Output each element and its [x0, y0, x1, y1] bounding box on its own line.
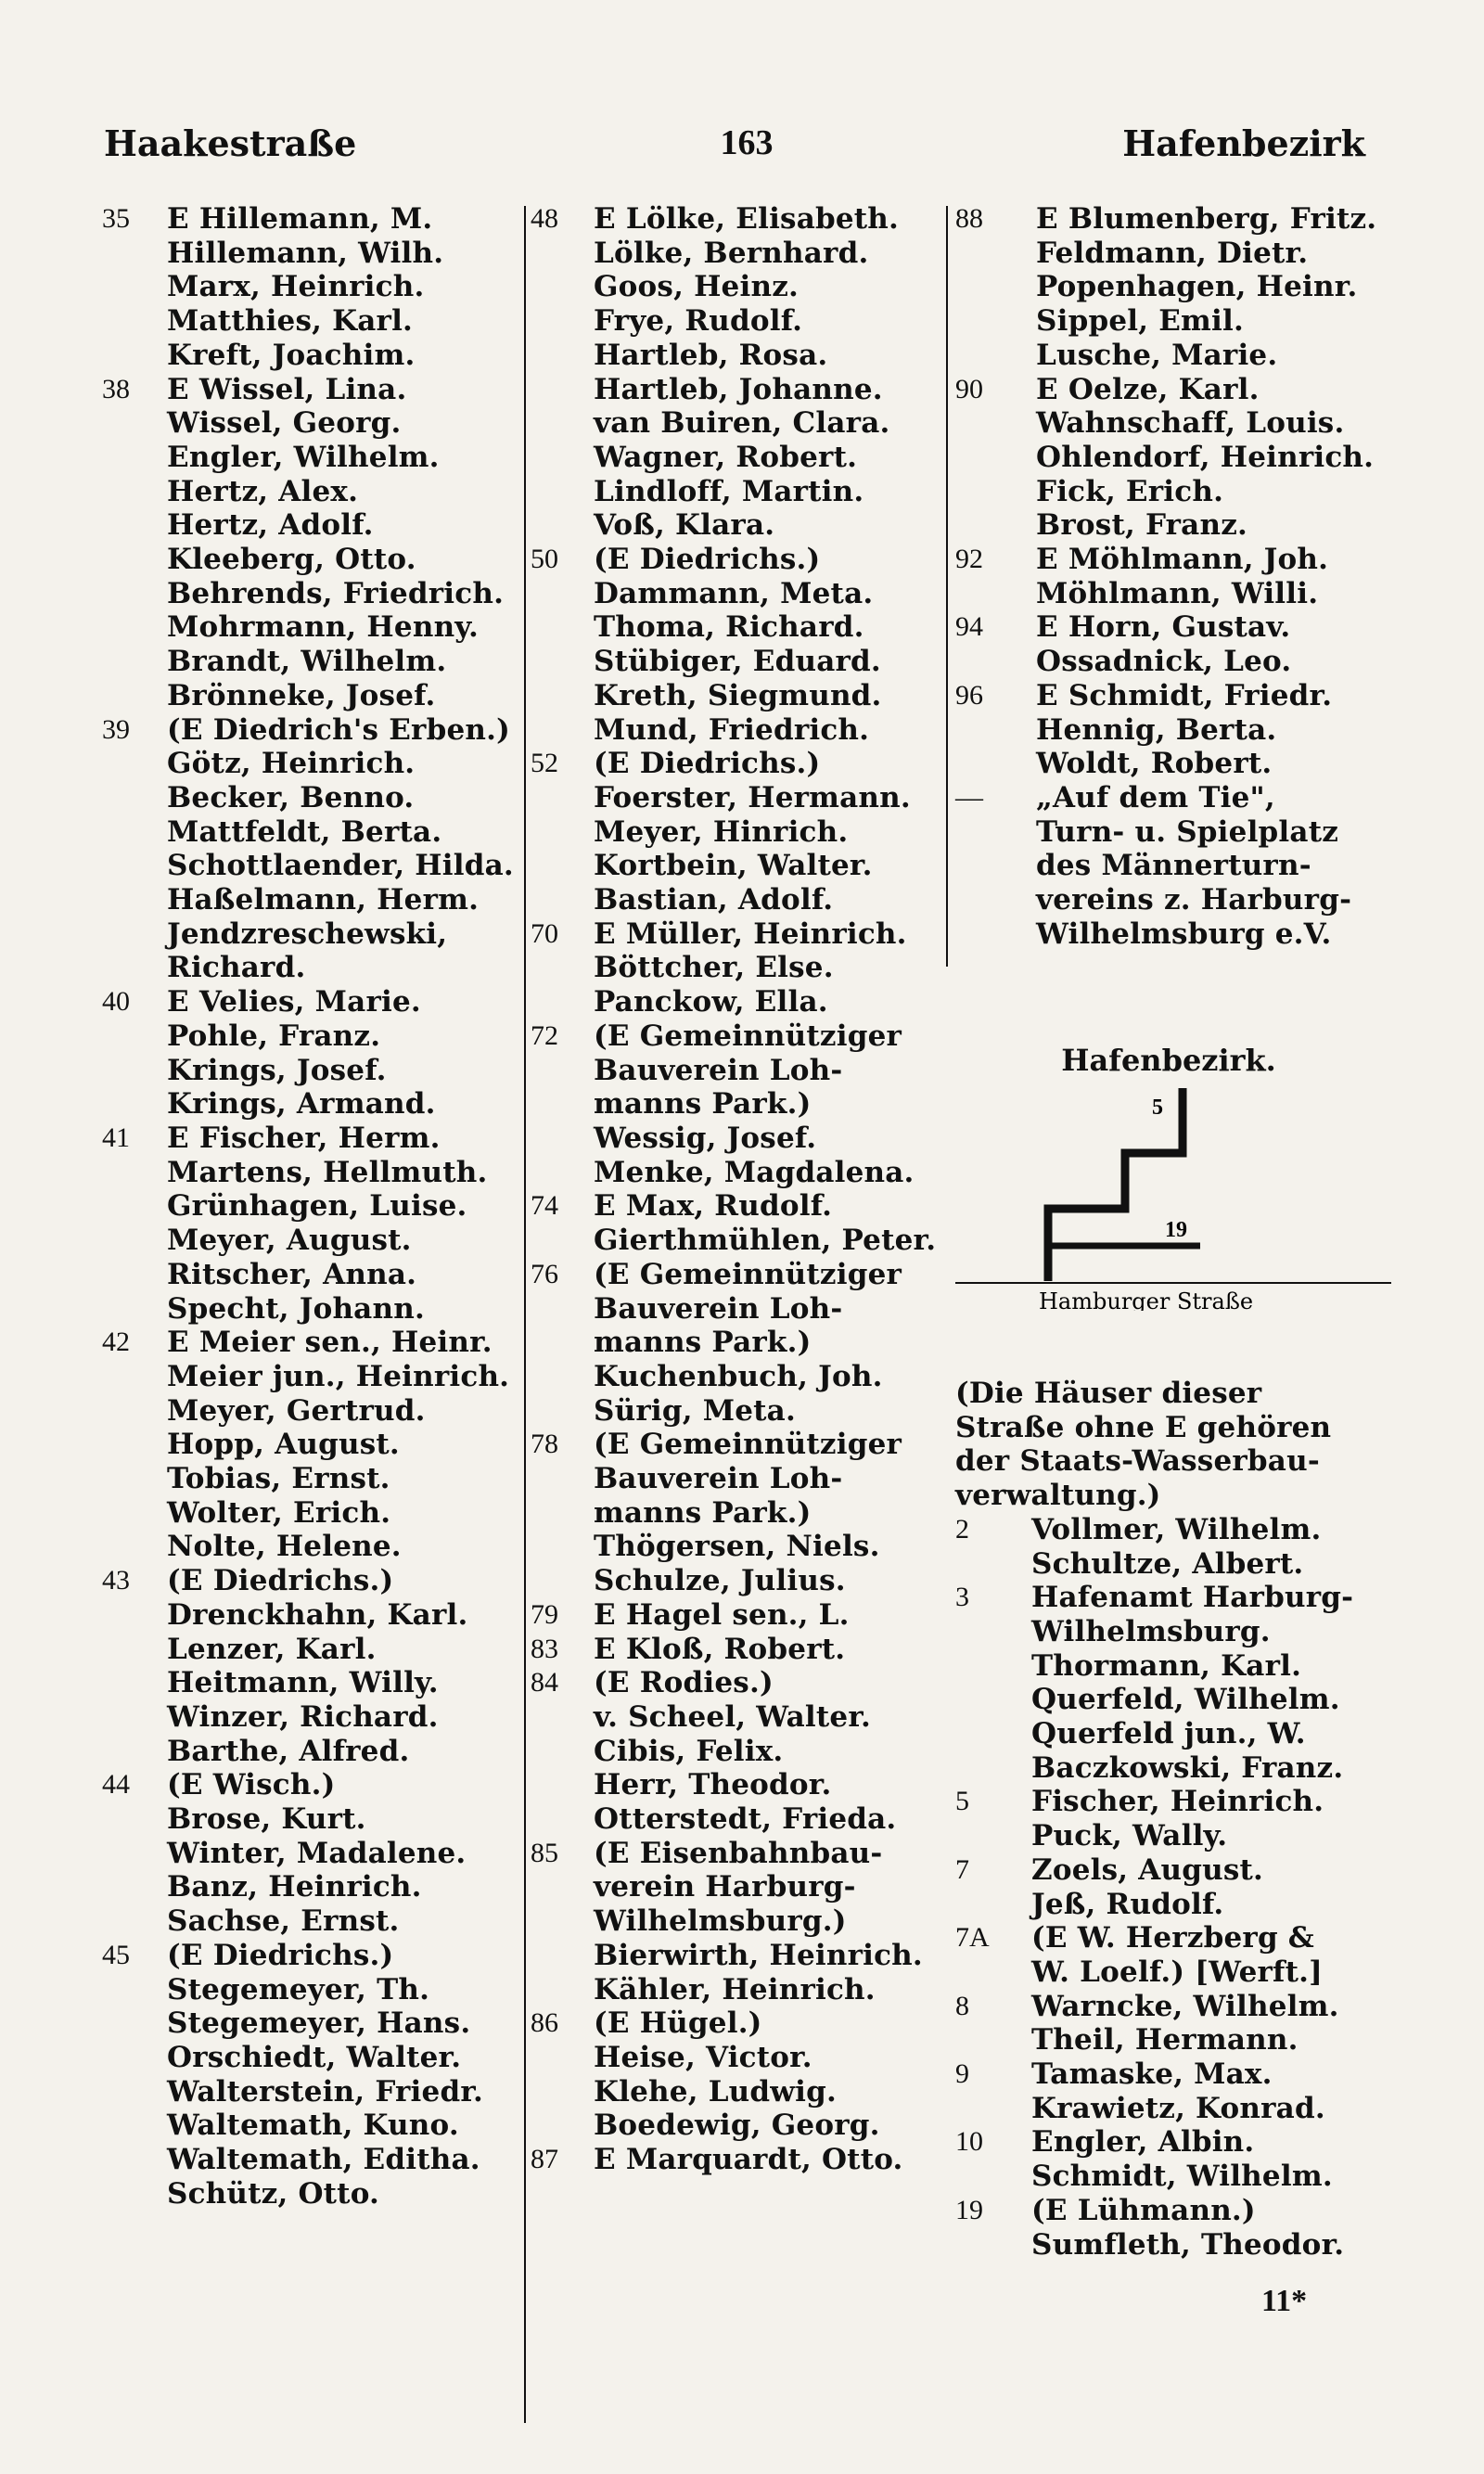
resident-line: Panckow, Ella.	[594, 985, 828, 1019]
resident-line: van Buiren, Clara.	[594, 406, 890, 441]
resident-line: Popenhagen, Heinr.	[1036, 270, 1358, 304]
house-number: 45	[102, 1939, 130, 1970]
resident-line: Wahnschaff, Louis.	[1036, 406, 1345, 441]
resident-line: Bierwirth, Heinrich.	[594, 1938, 923, 1972]
address-entry	[955, 1990, 1391, 2057]
street-map-svg	[955, 1079, 1391, 1311]
resident-line: Lenzer, Karl.	[167, 1632, 377, 1666]
resident-line: Schmidt, Wilhelm.	[1031, 2160, 1333, 2194]
resident-line: Waltemath, Editha.	[167, 2143, 480, 2177]
resident-line: Winter, Madalene.	[167, 1836, 467, 1870]
house-number: 84	[531, 1667, 558, 1698]
resident-line: (E W. Herzberg &	[1031, 1921, 1314, 1955]
resident-line: Fick, Erich.	[1036, 474, 1224, 508]
resident-line: E Lölke, Elisabeth.	[594, 202, 900, 236]
resident-line: Banz, Heinrich.	[167, 1870, 422, 1904]
resident-line: Stegemeyer, Th.	[167, 1972, 430, 2006]
address-entry	[531, 1666, 943, 1837]
address-entry	[955, 679, 1391, 781]
resident-line: Goos, Heinz.	[594, 270, 799, 304]
address-entry	[531, 747, 943, 917]
resident-line: E Fischer, Herm.	[167, 1121, 441, 1155]
column-c-continued	[955, 1377, 1391, 2262]
resident-line: (E Lühmann.)	[1031, 2193, 1256, 2227]
resident-line: Vollmer, Wilhelm.	[1031, 1512, 1322, 1546]
resident-line: Krawietz, Konrad.	[1031, 2091, 1325, 2125]
resident-line: Ossadnick, Leo.	[1036, 645, 1292, 679]
resident-line: Sürig, Meta.	[594, 1393, 796, 1428]
resident-line: (E Diedrichs.)	[167, 1938, 394, 1972]
resident-line: Barthe, Alfred.	[167, 1734, 410, 1768]
resident-line: Theil, Hermann.	[1031, 2023, 1298, 2057]
resident-line: Dammann, Meta.	[594, 576, 874, 610]
resident-line: Behrends, Friedrich.	[167, 576, 505, 610]
address-entry	[955, 202, 1391, 373]
resident-line: Hillemann, Wilh.	[167, 236, 444, 270]
resident-line: Thögersen, Niels.	[594, 1530, 880, 1564]
resident-line: manns Park.)	[594, 1495, 812, 1530]
resident-line: E Kloß, Robert.	[594, 1632, 846, 1666]
address-entry	[955, 373, 1391, 544]
resident-line: E Horn, Gustav.	[1036, 610, 1291, 645]
house-number: 74	[531, 1190, 558, 1222]
resident-line: Kreft, Joachim.	[167, 338, 416, 372]
house-number: 86	[531, 2007, 558, 2039]
resident-line: Meyer, Hinrich.	[594, 814, 849, 849]
address-entry	[955, 2125, 1391, 2193]
resident-line: (E Diedrich's Erben.)	[167, 712, 510, 747]
house-number: 72	[531, 1019, 558, 1051]
resident-line: verein Harburg-	[594, 1870, 856, 1904]
house-number: 79	[531, 1598, 558, 1630]
address-entry	[531, 917, 943, 1019]
resident-line: (E Diedrichs.)	[594, 747, 821, 781]
address-entry	[955, 1513, 1391, 1581]
resident-line: Becker, Benno.	[167, 780, 415, 814]
resident-line: Wagner, Robert.	[594, 440, 858, 474]
resident-line: Ohlendorf, Heinrich.	[1036, 440, 1375, 474]
address-entry	[955, 781, 1391, 952]
resident-line: Frye, Rudolf.	[594, 304, 803, 339]
resident-line: v. Scheel, Walter.	[594, 1699, 871, 1734]
resident-line: E Blumenberg, Fritz.	[1036, 202, 1377, 236]
resident-line: Böttcher, Else.	[594, 951, 834, 985]
resident-line: E Oelze, Karl.	[1036, 372, 1260, 406]
resident-line: Jeß, Rudolf.	[1031, 1887, 1224, 1921]
resident-line: Nolte, Helene.	[167, 1530, 402, 1564]
resident-line: Winzer, Richard.	[167, 1699, 439, 1734]
address-entry	[531, 1837, 943, 2007]
resident-line: Engler, Wilhelm.	[167, 440, 440, 474]
column-c-entries	[955, 202, 1391, 951]
resident-line: Woldt, Robert.	[1036, 747, 1273, 781]
page-number: 163	[720, 123, 774, 162]
resident-line: Krings, Josef.	[167, 1053, 387, 1087]
resident-line: Brose, Kurt.	[167, 1802, 366, 1837]
house-number: 8	[955, 1990, 969, 2021]
house-number: 44	[102, 1769, 130, 1801]
resident-line: Herr, Theodor.	[594, 1768, 832, 1802]
resident-line: Specht, Johann.	[167, 1291, 425, 1326]
map-label-19: 19	[1165, 1218, 1187, 1243]
resident-line: Querfeld, Wilhelm.	[1031, 1683, 1340, 1717]
resident-line: Mund, Friedrich.	[594, 712, 870, 747]
resident-line: Brost, Franz.	[1036, 508, 1247, 543]
resident-line: E Marquardt, Otto.	[594, 2143, 903, 2177]
resident-line: Stegemeyer, Hans.	[167, 2006, 471, 2041]
resident-line: Martens, Hellmuth.	[167, 1155, 488, 1189]
resident-line: Bauverein Loh-	[594, 1291, 843, 1326]
address-entry	[531, 2006, 943, 2143]
address-entry	[102, 713, 524, 986]
resident-line: Thoma, Richard.	[594, 610, 864, 645]
address-entry	[102, 202, 524, 373]
house-number: —	[955, 781, 983, 813]
resident-line: Meier jun., Heinrich.	[167, 1359, 510, 1393]
address-entry	[102, 1939, 524, 2211]
resident-line: Tamaske, Max.	[1031, 2057, 1273, 2092]
resident-line: Bastian, Adolf.	[594, 883, 834, 917]
resident-line: E Meier sen., Heinr.	[167, 1326, 493, 1360]
resident-line: vereins z. Harburg-	[1036, 883, 1352, 917]
resident-line: (E Wisch.)	[167, 1768, 336, 1802]
resident-line: Mattfeldt, Berta.	[167, 814, 442, 849]
resident-line: Hartleb, Rosa.	[594, 338, 828, 372]
resident-line: E Velies, Marie.	[167, 985, 421, 1019]
resident-line: Hartleb, Johanne.	[594, 372, 883, 406]
resident-line: Foerster, Hermann.	[594, 780, 911, 814]
address-entry	[102, 985, 524, 1122]
resident-line: Wilhelmsburg e.V.	[1036, 917, 1332, 951]
resident-line: (E Eisenbahnbau-	[594, 1836, 883, 1870]
running-head-district: Hafenbezirk	[1122, 122, 1365, 164]
resident-line: Turn- u. Spielplatz	[1036, 814, 1339, 849]
resident-line: Möhlmann, Willi.	[1036, 576, 1319, 610]
house-number: 52	[531, 748, 558, 779]
resident-line: Querfeld jun., W.	[1031, 1717, 1306, 1751]
resident-line: Wilhelmsburg.)	[594, 1904, 847, 1939]
house-number: 41	[102, 1122, 130, 1153]
resident-line: Brandt, Wilhelm.	[167, 645, 447, 679]
resident-line: Baczkowski, Franz.	[1031, 1750, 1344, 1785]
resident-line: Haßelmann, Herm.	[167, 883, 480, 917]
map-title: Hafenbezirk.	[1061, 1043, 1276, 1079]
column-b	[531, 202, 943, 2177]
house-number: 88	[955, 203, 983, 234]
address-entry	[531, 2143, 943, 2177]
resident-line: Zoels, August.	[1031, 1852, 1264, 1887]
resident-line: Hafenamt Harburg-	[1031, 1581, 1354, 1615]
resident-line: (E Hügel.)	[594, 2006, 762, 2041]
note-line: verwaltung.)	[955, 1479, 1161, 1513]
resident-line: E Schmidt, Friedr.	[1036, 678, 1333, 712]
address-entry	[531, 1428, 943, 1598]
house-number: 78	[531, 1429, 558, 1460]
house-number: 96	[955, 679, 983, 711]
resident-line: (E Gemeinnütziger	[594, 1428, 902, 1462]
resident-line: Krings, Armand.	[167, 1087, 436, 1122]
house-number: 10	[955, 2126, 983, 2158]
resident-line: manns Park.)	[594, 1326, 812, 1360]
address-entry	[531, 1633, 943, 1667]
resident-line: Schulze, Julius.	[594, 1564, 846, 1598]
resident-line: Menke, Magdalena.	[594, 1155, 915, 1189]
house-number: 43	[102, 1565, 130, 1596]
house-number: 7A	[955, 1922, 990, 1954]
resident-line: Wolter, Erich.	[167, 1495, 391, 1530]
resident-line: Kreth, Siegmund.	[594, 678, 882, 712]
resident-line: E Wissel, Lina.	[167, 372, 407, 406]
address-entry	[955, 543, 1391, 610]
column-c-continued-entries	[955, 1513, 1391, 2262]
house-number: 38	[102, 373, 130, 404]
resident-line: W. Loelf.) [Werft.]	[1031, 1955, 1323, 1989]
resident-line: Engler, Albin.	[1031, 2125, 1255, 2160]
resident-line: Lölke, Bernhard.	[594, 236, 869, 270]
resident-line: Boedewig, Georg.	[594, 2109, 880, 2143]
resident-line: Sachse, Ernst.	[167, 1904, 400, 1939]
column-c	[955, 202, 1391, 1320]
resident-line: E Müller, Heinrich.	[594, 917, 907, 951]
house-number: 42	[102, 1327, 130, 1358]
note-line: (Die Häuser dieser	[955, 1377, 1262, 1410]
resident-line: Meyer, August.	[167, 1224, 412, 1258]
resident-line: Voß, Klara.	[594, 508, 775, 543]
map-label-5: 5	[1152, 1096, 1163, 1121]
resident-line: des Männerturn-	[1036, 849, 1311, 883]
house-number: 94	[955, 611, 983, 643]
address-entry	[531, 1019, 943, 1190]
address-entry	[102, 1122, 524, 1326]
resident-line: Orschiedt, Walter.	[167, 2040, 462, 2074]
resident-line: Matthies, Karl.	[167, 304, 414, 339]
resident-line: (E Diedrichs.)	[167, 1564, 394, 1598]
resident-line: Thormann, Karl.	[1031, 1648, 1302, 1683]
resident-line: Richard.	[167, 951, 306, 985]
resident-line: E Hagel sen., L.	[594, 1597, 850, 1632]
house-number: 87	[531, 2144, 558, 2175]
address-entry	[531, 1189, 943, 1257]
resident-line: E Max, Rudolf.	[594, 1189, 833, 1224]
resident-line: Wissel, Georg.	[167, 406, 402, 441]
resident-line: Cibis, Felix.	[594, 1734, 784, 1768]
house-number: 50	[531, 544, 558, 575]
resident-line: Sippel, Emil.	[1036, 304, 1244, 339]
resident-line: E Hillemann, M.	[167, 202, 433, 236]
address-entry	[955, 1581, 1391, 1785]
house-number: 70	[531, 917, 558, 949]
house-number: 19	[955, 2194, 983, 2225]
resident-line: Lusche, Marie.	[1036, 338, 1278, 372]
house-number: 9	[955, 2058, 969, 2090]
house-number: 7	[955, 1853, 969, 1885]
map-street-name: Hamburger Straße	[1039, 1288, 1254, 1312]
resident-line: Schultze, Albert.	[1031, 1546, 1304, 1581]
house-number: 90	[955, 373, 983, 404]
address-entry	[102, 1564, 524, 1768]
resident-line: Marx, Heinrich.	[167, 270, 425, 304]
street-map	[955, 1079, 1391, 1320]
house-number: 39	[102, 713, 130, 745]
column-divider-left	[524, 206, 526, 2423]
resident-line: Hopp, August.	[167, 1428, 400, 1462]
column-a	[102, 202, 524, 2211]
resident-line: Brönneke, Josef.	[167, 678, 436, 712]
ownership-note	[955, 1377, 1391, 1513]
resident-line: Warncke, Wilhelm.	[1031, 1989, 1339, 2023]
address-entry	[955, 2194, 1391, 2262]
resident-line: (E Rodies.)	[594, 1666, 774, 1700]
resident-line: Gierthmühlen, Peter.	[594, 1224, 937, 1258]
resident-line: Hertz, Adolf.	[167, 508, 374, 543]
resident-line: Otterstedt, Frieda.	[594, 1802, 897, 1837]
resident-line: Drenckhahn, Karl.	[167, 1597, 468, 1632]
address-entry	[531, 1258, 943, 1429]
resident-line: Jendzreschewski,	[167, 917, 448, 951]
house-number: 76	[531, 1258, 558, 1289]
resident-line: (E Diedrichs.)	[594, 543, 821, 577]
resident-line: Wilhelmsburg.	[1031, 1614, 1271, 1648]
house-number: 83	[531, 1633, 558, 1664]
resident-line: Schottlaender, Hilda.	[167, 849, 514, 883]
resident-line: Puck, Wally.	[1031, 1819, 1228, 1853]
resident-line: manns Park.)	[594, 1087, 812, 1122]
resident-line: Kähler, Heinrich.	[594, 1972, 876, 2006]
resident-line: Lindloff, Martin.	[594, 474, 864, 508]
resident-line: Stübiger, Eduard.	[594, 645, 881, 679]
resident-line: Schütz, Otto.	[167, 2176, 380, 2211]
resident-line: Götz, Heinrich.	[167, 747, 416, 781]
resident-line: Heitmann, Willy.	[167, 1666, 439, 1700]
resident-line: Ritscher, Anna.	[167, 1257, 417, 1291]
house-number: 85	[531, 1837, 558, 1868]
address-entry	[531, 1598, 943, 1633]
address-entry	[955, 2057, 1391, 2125]
house-number: 5	[955, 1786, 969, 1817]
address-entry	[102, 373, 524, 713]
resident-line: Meyer, Gertrud.	[167, 1393, 426, 1428]
address-entry	[531, 202, 943, 543]
resident-line: (E Gemeinnütziger	[594, 1257, 902, 1291]
resident-line: Pohle, Franz.	[167, 1019, 381, 1053]
resident-line: Waltemath, Kuno.	[167, 2109, 459, 2143]
resident-line: Fischer, Heinrich.	[1031, 1785, 1324, 1819]
note-line: Straße ohne E gehören	[955, 1410, 1332, 1444]
resident-line: Tobias, Ernst.	[167, 1462, 390, 1496]
address-entry	[955, 1785, 1391, 1852]
resident-line: Sumfleth, Theodor.	[1031, 2227, 1345, 2262]
resident-line: Kuchenbuch, Joh.	[594, 1359, 883, 1393]
resident-line: Bauverein Loh-	[594, 1462, 843, 1496]
resident-line: Bauverein Loh-	[594, 1053, 843, 1087]
resident-line: Heise, Victor.	[594, 2040, 812, 2074]
resident-line: Mohrmann, Henny.	[167, 610, 479, 645]
resident-line: Grünhagen, Luise.	[167, 1189, 467, 1224]
resident-line: Kortbein, Walter.	[594, 849, 873, 883]
resident-line: Walterstein, Friedr.	[167, 2074, 484, 2109]
address-entry	[102, 1326, 524, 1564]
house-number: 2	[955, 1513, 969, 1545]
resident-line: Feldmann, Dietr.	[1036, 236, 1309, 270]
resident-line: Hennig, Berta.	[1036, 712, 1277, 747]
house-number: 92	[955, 544, 983, 575]
house-number: 3	[955, 1582, 969, 1613]
house-number: 40	[102, 986, 130, 1018]
resident-line: Kleeberg, Otto.	[167, 543, 416, 577]
signature-mark: 11*	[1261, 2284, 1308, 2318]
address-entry	[955, 610, 1391, 678]
resident-line: „Auf dem Tie",	[1036, 780, 1275, 814]
address-entry	[955, 1853, 1391, 1921]
column-divider-right	[946, 206, 948, 967]
address-entry	[531, 543, 943, 747]
note-line: der Staats-Wasserbau-	[955, 1444, 1320, 1479]
resident-line: Hertz, Alex.	[167, 474, 359, 508]
running-head-street: Haakestraße	[104, 122, 357, 164]
resident-line: E Möhlmann, Joh.	[1036, 543, 1329, 577]
resident-line: Wessig, Josef.	[594, 1121, 817, 1155]
resident-line: Klehe, Ludwig.	[594, 2074, 838, 2109]
house-number: 35	[102, 203, 130, 234]
house-number: 48	[531, 203, 558, 234]
address-entry	[102, 1768, 524, 1939]
resident-line: (E Gemeinnütziger	[594, 1019, 902, 1053]
address-entry	[955, 1921, 1391, 1989]
